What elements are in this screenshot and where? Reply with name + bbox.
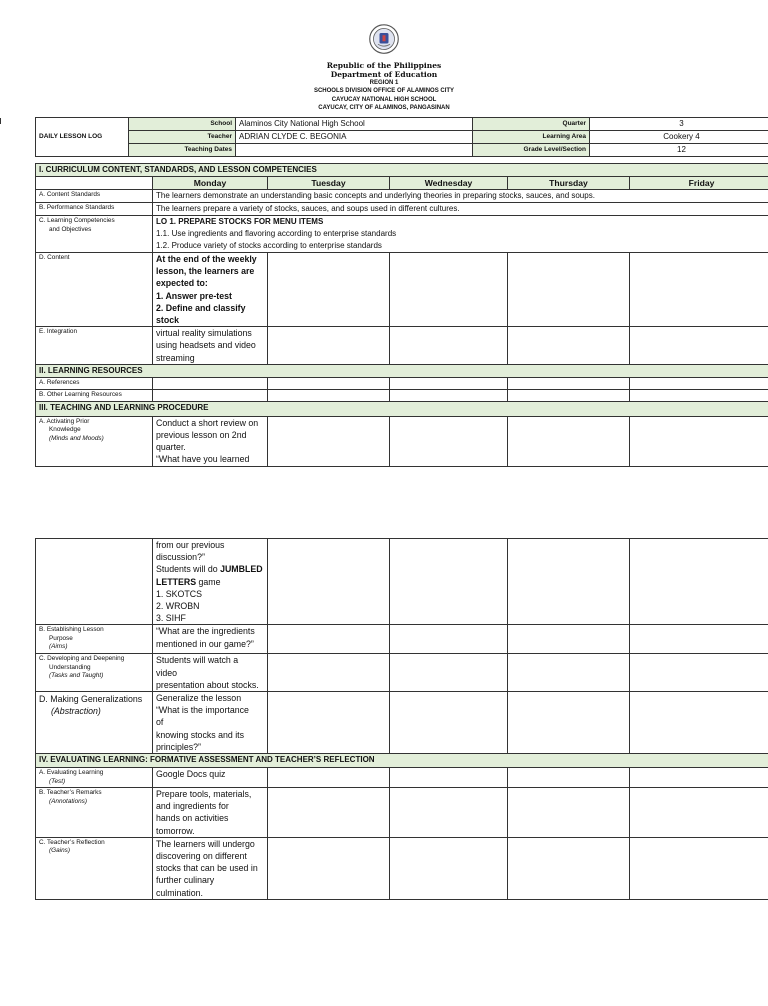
generalizations-label-line2: (Abstraction): [51, 706, 101, 717]
developing-friday: [630, 654, 768, 692]
game-word: game: [196, 576, 221, 587]
evaluating-friday: [630, 768, 768, 788]
remarks-thursday: [508, 788, 630, 838]
teaching-dates-label: Teaching Dates: [129, 144, 236, 157]
teacher-value: ADRIAN CLYDE C. BEGONIA: [236, 131, 473, 144]
evaluating-label-line1: A. Evaluating Learning: [39, 769, 104, 777]
references-thursday: [508, 377, 630, 389]
other-resources-wednesday: [390, 389, 508, 401]
reflection-label-line2: (Gains): [49, 847, 70, 855]
integration-line: streaming: [156, 352, 195, 363]
references-friday: [630, 377, 768, 389]
remarks-friday: [630, 788, 768, 838]
remarks-tuesday: [268, 788, 390, 838]
jumbled-word: JUMBLED: [220, 564, 263, 575]
other-resources-thursday: [508, 389, 630, 401]
content-line: At the end of the weekly: [156, 254, 257, 264]
generalizations-monday: [153, 692, 268, 754]
generalizations-line: of: [156, 717, 164, 728]
lesson-table-page2: [35, 538, 768, 900]
activating-label-line3: (Minds and Moods): [49, 434, 104, 442]
grade-level-label: Grade Level/Section: [473, 144, 590, 157]
grade-level-value: 12: [590, 144, 768, 157]
reflection-line: culmination.: [156, 887, 203, 898]
content-friday: [630, 253, 768, 327]
republic-line: Republic of the Philippines: [326, 61, 442, 70]
day-friday: Friday: [630, 177, 768, 190]
activating-wednesday-p1: [390, 416, 508, 466]
activating-label: [36, 416, 153, 466]
daily-lesson-log-title: DAILY LESSON LOG: [36, 118, 129, 157]
generalizations-label-line1: D. Making Generalizations: [39, 694, 143, 705]
quarter-label: Quarter: [473, 118, 590, 131]
day-header-blank: [36, 177, 153, 190]
establishing-wednesday: [390, 625, 508, 654]
activating-line: quarter.: [156, 442, 186, 453]
evaluating-tuesday: [268, 768, 390, 788]
reflection-line: discovering on different: [156, 851, 247, 862]
integration-thursday: [508, 327, 630, 365]
other-resources-friday: [630, 389, 768, 401]
references-monday: [153, 377, 268, 389]
developing-line: video: [156, 667, 178, 678]
division-line: SCHOOLS DIVISION OFFICE OF ALAMINOS CITY: [313, 88, 455, 95]
generalizations-line: Generalize the lesson: [156, 693, 242, 704]
school-value: Alaminos City National High School: [236, 118, 473, 131]
jumbled-item: 3. SIHF: [156, 613, 186, 624]
activating-line: Conduct a short review on: [156, 417, 259, 428]
reflection-line: The learners will undergo: [156, 838, 255, 849]
developing-label-line1: C. Developing and Deepening: [39, 655, 125, 663]
establishing-friday: [630, 625, 768, 654]
competencies-label-line1: C. Learning Competencies: [39, 217, 115, 224]
reflection-line: further culinary: [156, 875, 215, 886]
reflection-label: [36, 837, 153, 899]
performance-standards-label: B. Performance Standards: [36, 203, 153, 216]
establishing-label-line1: B. Establishing Lesson: [39, 626, 104, 634]
integration-line: virtual reality simulations: [156, 328, 252, 339]
activating-monday-p2: [153, 539, 268, 625]
section3-title: III. TEACHING AND LEARNING PROCEDURE: [36, 401, 768, 416]
section1-title: I. CURRICULUM CONTENT, STANDARDS, AND LESSON COMPETENCIES: [36, 164, 768, 177]
establishing-label: [36, 625, 153, 654]
generalizations-tuesday: [268, 692, 390, 754]
competencies-text: [153, 216, 768, 253]
activating-label-line2: Knowledge: [49, 426, 81, 434]
jumbled-item: 2. WROBN: [156, 601, 200, 612]
activating-thursday-p2: [508, 539, 630, 625]
developing-wednesday: [390, 654, 508, 692]
learning-area-value: Cookery 4: [590, 131, 768, 144]
activating-line: discussion?”: [156, 552, 205, 563]
activating-thursday-p1: [508, 416, 630, 466]
evaluating-label: [36, 768, 153, 788]
content-monday: [153, 253, 268, 327]
other-resources-label: B. Other Learning Resources: [36, 389, 153, 401]
integration-monday: [153, 327, 268, 365]
address-line: CAYUCAY, CITY OF ALAMINOS, PANGASINAN: [318, 104, 450, 111]
developing-label: [36, 654, 153, 692]
remarks-wednesday: [390, 788, 508, 838]
competencies-lo: LO 1. PREPARE STOCKS FOR MENU ITEMS: [156, 217, 324, 226]
teacher-label: Teacher: [129, 131, 236, 144]
evaluating-monday: Google Docs quiz: [153, 768, 268, 788]
evaluating-thursday: [508, 768, 630, 788]
reflection-tuesday: [268, 837, 390, 899]
activating-tuesday-p1: [268, 416, 390, 466]
activating-wednesday-p2: [390, 539, 508, 625]
learning-area-label: Learning Area: [473, 131, 590, 144]
integration-tuesday: [268, 327, 390, 365]
developing-thursday: [508, 654, 630, 692]
reflection-friday: [630, 837, 768, 899]
info-table: [35, 117, 768, 157]
activating-line-start: Students will do: [156, 564, 221, 575]
page-margin-mark: [0, 118, 3, 124]
remarks-label-line2: (Annotations): [49, 797, 88, 805]
document-header: [0, 24, 768, 112]
letters-word: LETTERS: [156, 576, 197, 587]
references-tuesday: [268, 377, 390, 389]
evaluating-label-line2: (Test): [49, 777, 66, 785]
developing-line: presentation about stocks.: [156, 679, 259, 690]
activating-tuesday-p2: [268, 539, 390, 625]
integration-line: using headsets and video: [156, 340, 256, 351]
activating-line: from our previous: [156, 540, 225, 550]
establishing-label-line2: Purpose: [49, 634, 73, 642]
activating-line: “What have you learned: [156, 454, 250, 465]
integration-wednesday: [390, 327, 508, 365]
integration-friday: [630, 327, 768, 365]
content-line: expected to:: [156, 278, 208, 289]
content-label: D. Content: [36, 253, 153, 327]
competencies-label-line2: and Objectives: [49, 225, 92, 233]
content-line: stock: [156, 315, 179, 326]
developing-tuesday: [268, 654, 390, 692]
school-label: School: [129, 118, 236, 131]
generalizations-wednesday: [390, 692, 508, 754]
developing-label-line3: (Tasks and Taught): [49, 672, 104, 680]
establishing-label-line3: (Aims): [49, 643, 68, 651]
reflection-wednesday: [390, 837, 508, 899]
lesson-table-page1: [35, 163, 768, 467]
establishing-line: “What are the ingredients: [156, 626, 255, 637]
content-standards-text: The learners demonstrate an understanding basic concepts and underlying theories in preparing stocks, sauces, and soups.: [153, 190, 768, 203]
activating-friday-p1: [630, 416, 768, 466]
references-label: A. References: [36, 377, 153, 389]
evaluating-wednesday: [390, 768, 508, 788]
department-line: Department of Education: [330, 70, 438, 79]
integration-label: E. Integration: [36, 327, 153, 365]
activating-label-line1: A. Activating Prior: [39, 417, 90, 425]
activating-line: previous lesson on 2nd: [156, 430, 247, 441]
section2-title: II. LEARNING RESOURCES: [36, 364, 768, 377]
establishing-line: mentioned in our game?”: [156, 638, 254, 649]
establishing-monday: [153, 625, 268, 654]
remarks-line: tomorrow.: [156, 825, 195, 836]
activating-monday-p1: [153, 416, 268, 466]
remarks-label: [36, 788, 153, 838]
other-resources-tuesday: [268, 389, 390, 401]
activating-friday-p2: [630, 539, 768, 625]
reflection-thursday: [508, 837, 630, 899]
jumbled-item: 1. SKOTCS: [156, 588, 202, 599]
section4-title: IV. EVALUATING LEARNING: FORMATIVE ASSESSMENT AND TEACHER’S REFLECTION: [36, 754, 768, 768]
content-thursday: [508, 253, 630, 327]
activating-label-continued: [36, 539, 153, 625]
other-resources-monday: [153, 389, 268, 401]
reflection-monday: [153, 837, 268, 899]
content-tuesday: [268, 253, 390, 327]
reflection-label-line1: C. Teacher’s Reflection: [39, 838, 105, 846]
deped-seal-icon: [369, 24, 399, 54]
establishing-tuesday: [268, 625, 390, 654]
developing-monday: [153, 654, 268, 692]
day-wednesday: Wednesday: [390, 177, 508, 190]
content-wednesday: [390, 253, 508, 327]
generalizations-line: “What is the importance: [156, 705, 249, 716]
references-wednesday: [390, 377, 508, 389]
generalizations-label: [36, 692, 153, 754]
content-line: lesson, the learners are: [156, 266, 255, 277]
school-line: CAYUCAY NATIONAL HIGH SCHOOL: [331, 96, 437, 103]
reflection-line: stocks that can be used in: [156, 863, 258, 874]
remarks-label-line1: B. Teacher’s Remarks: [39, 789, 102, 797]
competencies-item-2: 1.2. Produce variety of stocks according to enterprise standards: [156, 241, 382, 250]
teaching-dates-value: [236, 144, 473, 157]
competencies-label: [36, 216, 153, 253]
content-line: 1. Answer pre-test: [156, 290, 232, 301]
day-monday: Monday: [153, 177, 268, 190]
content-standards-label: A. Content Standards: [36, 190, 153, 203]
region-line: REGION 1: [369, 80, 399, 86]
remarks-line: Prepare tools, materials,: [156, 789, 252, 800]
activating-line: [156, 563, 264, 575]
developing-line: Students will watch a: [156, 655, 239, 666]
content-line: 2. Define and classify: [156, 302, 246, 313]
generalizations-line: knowing stocks and its: [156, 729, 245, 740]
quarter-value: 3: [590, 118, 768, 131]
remarks-line: hands on activities: [156, 813, 229, 824]
remarks-monday: [153, 788, 268, 838]
day-thursday: Thursday: [508, 177, 630, 190]
generalizations-thursday: [508, 692, 630, 754]
competencies-item-1: 1.1. Use ingredients and flavoring according to enterprise standards: [156, 229, 397, 238]
generalizations-friday: [630, 692, 768, 754]
remarks-line: and ingredients for: [156, 801, 229, 812]
performance-standards-text: The learners prepare a variety of stocks, sauces, and soups used in different cultures.: [153, 203, 768, 216]
establishing-thursday: [508, 625, 630, 654]
day-tuesday: Tuesday: [268, 177, 390, 190]
generalizations-line: principles?”: [156, 741, 201, 752]
developing-label-line2: Understanding: [49, 663, 91, 671]
activating-line: [156, 576, 264, 588]
